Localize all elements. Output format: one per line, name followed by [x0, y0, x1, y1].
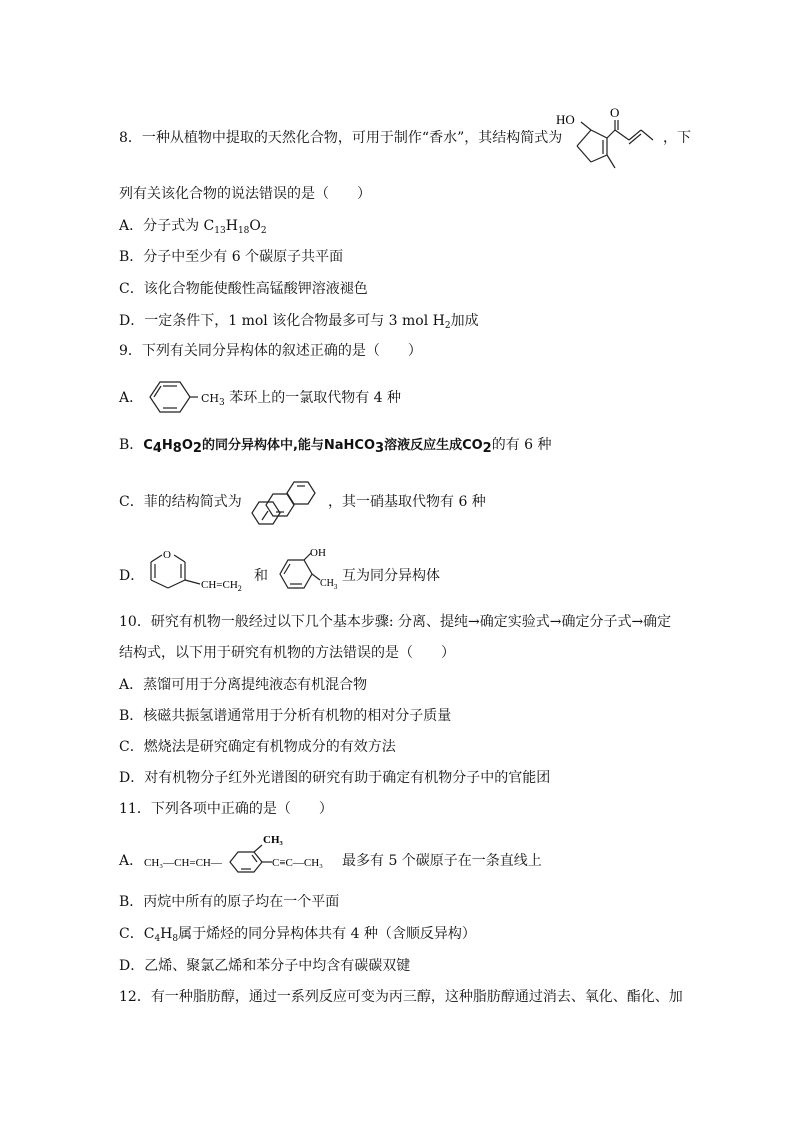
- q9-option-a-ch3-sub: 3: [219, 398, 225, 408]
- q8-option-d-sub: 2: [444, 321, 451, 331]
- q8-option-d-text: D．一定条件下，1 mol 该化合物最多可与 3 mol H: [119, 313, 445, 329]
- q9-option-b-o: O: [181, 438, 193, 453]
- phenanthrene-structure-icon: [250, 478, 328, 528]
- q9-option-b-mid2: 溶液反应生成CO: [384, 438, 483, 453]
- cresol-structure-icon: [274, 544, 344, 596]
- q8-stem-text-2: 列有关该化合物的说法错误的是（ ）: [119, 186, 371, 202]
- q8-option-a: [119, 216, 267, 236]
- q8-stem-suffix-text: ，下: [663, 130, 691, 146]
- q9-option-a-rest: [201, 388, 401, 409]
- q8-option-b: [119, 247, 343, 267]
- q11-option-c: [119, 924, 476, 944]
- q9-option-a-text: 苯环上的一氯取代物有 4 种: [224, 390, 402, 406]
- q8-option-c: [119, 279, 368, 299]
- q8-stem-line1: [119, 128, 562, 148]
- q11-propenyl-label: CH₃—CH=CH—: [144, 857, 222, 869]
- q11-option-c-sub2: 8: [172, 934, 179, 944]
- q9-option-c-rest: [328, 492, 486, 512]
- q11-option-c-text: 属于烯烃的同分异构体共有 4 种（含顺反异构）: [178, 926, 476, 942]
- q12-stem-text: 12．有一种脂肪醇，通过一系列反应可变为丙三醇，这种脂肪醇通过消去、氧化、酯化、加: [119, 989, 683, 1005]
- q9-option-d: [119, 566, 144, 586]
- q8-stem-line2: [119, 184, 371, 204]
- q10-option-c-text: C．燃烧法是研究确定有机物成分的有效方法: [119, 739, 396, 755]
- q8-stem-suffix: [663, 128, 691, 148]
- q9-option-b-c4: 4: [152, 441, 162, 456]
- q8-option-a-o: O: [249, 218, 261, 234]
- q9-option-b-c: C: [143, 438, 153, 453]
- q8-option-d: [119, 311, 479, 331]
- q9-option-b-sub2: 2: [482, 441, 492, 456]
- q8-carbonyl-label: O: [610, 105, 620, 120]
- pyran-vinyl-structure-icon: [145, 546, 253, 592]
- q10-option-a: [119, 675, 367, 695]
- q8-option-a-sub3: 2: [260, 226, 267, 236]
- q9-option-b-h: H: [161, 438, 173, 453]
- q10-stem-text: 10．研究有机物一般经过以下几个基本步骤: 分离、提纯→确定实验式→确定分子式→确定: [119, 614, 672, 630]
- q8-option-a-sub2: 18: [237, 226, 250, 236]
- q10-option-d: [119, 768, 550, 788]
- q9-option-d-label: D．: [119, 568, 145, 584]
- q10-stem-line2: [119, 643, 455, 663]
- q11-option-a-rest: [342, 851, 542, 871]
- q11-option-a-label: A．: [119, 853, 144, 869]
- vinyl-label: $CH=CH_2$: [201, 579, 242, 592]
- q9-option-c-text: C．菲的结构简式为: [119, 494, 242, 510]
- q11-option-d-text: D．乙烯、聚氯乙烯和苯分子中均含有碳碳双键: [119, 958, 411, 974]
- q9-option-c: [119, 492, 242, 512]
- q8-structure-image: [555, 100, 665, 175]
- q11-methyl-label: CH₃: [263, 834, 283, 846]
- q9-option-b-label: B．: [119, 437, 144, 453]
- q11-option-c-sub1: 4: [154, 934, 161, 944]
- q8-option-b-text: B．分子中至少有 6 个碳原子共平面: [119, 249, 344, 265]
- q9-option-b-o2: 2: [192, 441, 202, 456]
- q11-stem: [119, 799, 333, 819]
- q11-option-d: [119, 956, 410, 976]
- q10-stem-text-2: 结构式，以下用于研究有机物的方法错误的是（ ）: [119, 645, 455, 661]
- q8-option-a-h: H: [225, 218, 238, 234]
- q9-option-d-mid: [254, 566, 268, 586]
- q10-option-b: [119, 706, 451, 726]
- q11-option-b: [119, 892, 339, 912]
- q9-stem-text: 9．下列有关同分异构体的叙述正确的是（ ）: [119, 343, 422, 359]
- q9-option-b-post: 的有 6 种: [491, 437, 552, 453]
- q11-option-c-label: C．C: [119, 926, 155, 942]
- q11-option-a-text: 最多有 5 个碳原子在一条直线上: [342, 853, 542, 869]
- q10-option-d-text: D．对有机物分子红外光谱图的研究有助于确定有机物分子中的官能团: [119, 770, 551, 786]
- q9-pyran-o-label: O: [163, 549, 171, 561]
- q9-option-d-and: 和: [254, 568, 268, 584]
- q9-option-d-rest: [342, 566, 440, 586]
- q9-option-d-text: 互为同分异构体: [342, 568, 440, 584]
- q9-option-a: [119, 388, 143, 408]
- q8-hydroxyl-label: HO: [556, 112, 575, 127]
- q11-option-b-text: B．丙烷中所有的原子均在一个平面: [119, 894, 340, 910]
- q9-option-b: [119, 435, 552, 456]
- q10-option-a-text: A．蒸馏可用于分离提纯液态有机混合物: [119, 677, 368, 693]
- q9-stem: [119, 341, 422, 361]
- cresol-oh-label: OH: [310, 547, 326, 559]
- q9-option-c-text-2: ，其一硝基取代物有 6 种: [328, 494, 486, 510]
- q8-option-c-text: C．该化合物能使酸性高锰酸钾溶液褪色: [119, 281, 368, 297]
- q11-option-c-h: H: [160, 926, 173, 942]
- q9-option-a-label: A．: [119, 390, 144, 406]
- cresol-ch3-label: $CH_3$: [320, 578, 338, 591]
- q11-option-a: [119, 851, 143, 871]
- q12-stem: [119, 987, 683, 1007]
- q9-option-b-sub3: 3: [375, 441, 385, 456]
- toluene-structure-icon: [148, 376, 206, 418]
- q10-option-c: [119, 737, 396, 757]
- q9-option-b-h8: 8: [172, 441, 182, 456]
- q9-option-b-mid: 的同分异构体中,能与NaHCO: [201, 438, 376, 453]
- q8-option-d-text-2: 加成: [450, 313, 479, 329]
- q8-stem-text: 8．一种从植物中提取的天然化合物，可用于制作“香水”，其结构简式为: [119, 130, 563, 146]
- q8-option-a-sub1: 13: [214, 226, 226, 236]
- q9-option-a-ch3: CH: [201, 392, 220, 405]
- q10-stem-line1: [119, 612, 671, 632]
- q11-stem-text: 11．下列各项中正确的是（ ）: [119, 801, 333, 817]
- q10-option-b-text: B．核磁共振氢谱通常用于分析有机物的相对分子质量: [119, 708, 452, 724]
- q8-option-a-text: A．分子式为 C: [119, 218, 215, 234]
- q11-structure-image: [144, 830, 344, 876]
- q11-propynyl-label: C≡C—CH₃: [272, 857, 323, 869]
